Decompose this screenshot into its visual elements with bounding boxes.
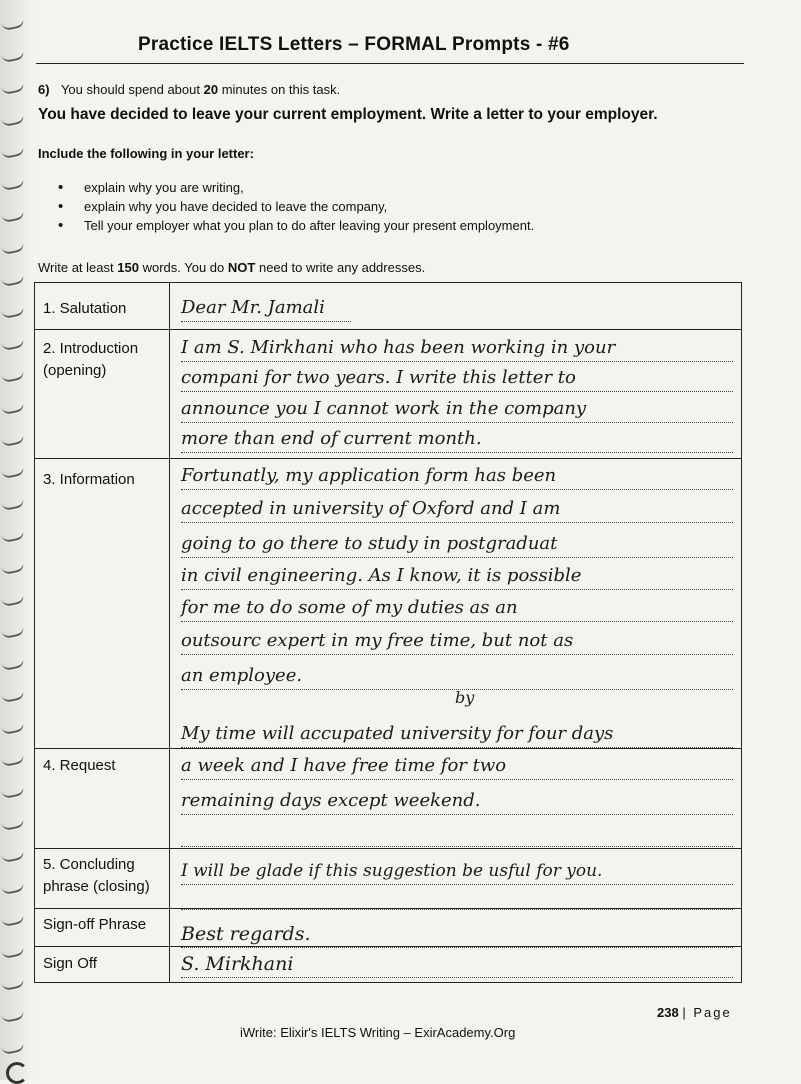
binding-ring [1, 370, 24, 383]
handwritten-info-line: outsourc expert in my free time, but not as [181, 628, 733, 655]
handwritten-intro-line: I am S. Mirkhani who has been working in your [181, 335, 733, 362]
binding-ring [1, 274, 24, 287]
handwritten-request-line: remaining days except weekend. [181, 788, 733, 815]
section-label-closing: 5. Concluding phrase (closing) [43, 856, 150, 895]
section-label-request: 4. Request [43, 757, 116, 774]
section-label-introduction: 2. Introduction (opening) [43, 340, 139, 379]
time-value: 20 [203, 82, 219, 97]
handwritten-info-line: accepted in university of Oxford and I am [181, 496, 733, 523]
binding-ring [1, 402, 24, 415]
page-title: Practice IELTS Letters – FORMAL Prompts - #6 [138, 34, 570, 55]
wordcount-not: NOT [227, 260, 256, 275]
section-label-salutation: 1. Salutation [43, 300, 127, 317]
handwritten-info-line: for me to do some of my duties as an [181, 595, 733, 622]
binding-ring [1, 114, 24, 127]
section-label-signoff-phrase: Sign-off Phrase [43, 916, 147, 933]
handwritten-intro-line: announce you I cannot work in the company [181, 396, 733, 423]
binding-ring [1, 338, 24, 351]
binding-ring [1, 50, 24, 63]
blank-writing-line [181, 820, 733, 847]
handwritten-info-line: an employee. [181, 663, 733, 690]
binding-ring [1, 562, 24, 575]
binding-ring [1, 754, 24, 767]
binding-ring [1, 210, 24, 223]
wordcount-prefix: Write at least [38, 260, 114, 275]
word-count-instruction [38, 260, 425, 275]
binding-ring [1, 1010, 24, 1023]
binding-ring [1, 306, 24, 319]
binding-ring [1, 978, 24, 991]
binding-ring [1, 178, 24, 191]
handwritten-info-line: Fortunatly, my application form has been [181, 463, 733, 490]
binding-ring [1, 626, 24, 639]
binding-ring [1, 786, 24, 799]
binding-ring [1, 1042, 24, 1055]
page-word: | Page [682, 1005, 732, 1020]
binding-ring [1, 434, 24, 447]
section-label-information: 3. Information [43, 471, 135, 488]
title-divider [36, 63, 744, 64]
handwritten-signoff-phrase: Best regards. [181, 921, 733, 948]
handwritten-intro-line: more than end of current month. [181, 426, 733, 453]
binding-ring [1, 690, 24, 703]
handwritten-signoff: S. Mirkhani [181, 951, 733, 978]
task-time-line [38, 82, 340, 97]
handwritten-info-line: in civil engineering. As I know, it is possible [181, 563, 733, 590]
row-divider [35, 329, 741, 330]
wordcount-middle: words. You do [142, 260, 225, 275]
handwritten-insert-word: by [455, 688, 475, 707]
time-prefix: You should spend about [60, 82, 200, 97]
footer-source: iWrite: Elixir's IELTS Writing – ExirAcademy.Org [240, 1025, 516, 1040]
letter-structure-table [34, 282, 742, 983]
task-bullet: • explain why you have decided to leave the company, [58, 199, 534, 218]
handwritten-closing: I will be glade if this suggestion be usful for you. [181, 858, 733, 885]
task-bullet: • explain why you are writing, [58, 180, 534, 199]
spiral-binding [0, 0, 34, 1080]
binding-ring [1, 594, 24, 607]
binding-ring [1, 882, 24, 895]
task-prompt: You have decided to leave your current employment. Write a letter to your employer. [38, 106, 658, 123]
section-label-signoff: Sign Off [43, 955, 97, 972]
include-label: Include the following in your letter: [38, 146, 254, 161]
wordcount-value: 150 [117, 260, 139, 275]
binding-ring [1, 498, 24, 511]
binding-ring [1, 530, 24, 543]
time-suffix: minutes on this task. [221, 82, 341, 97]
row-divider [35, 458, 741, 459]
binding-ring [1, 850, 24, 863]
page-number [657, 1005, 732, 1020]
row-divider [35, 748, 741, 749]
handwritten-info-line: My time will accupated university for four days [181, 721, 733, 748]
row-divider [35, 848, 741, 849]
task-number: 6) [38, 82, 50, 97]
binding-ring [1, 946, 24, 959]
task-bullet: • Tell your employer what you plan to do after leaving your present employment. [58, 218, 534, 237]
handwritten-info-line: going to go there to study in postgraduat [181, 531, 733, 558]
binding-ring [1, 818, 24, 831]
binding-ring [1, 242, 24, 255]
binding-ring [1, 82, 24, 95]
wordcount-suffix: need to write any addresses. [258, 260, 426, 275]
binding-ring [1, 18, 24, 31]
binding-ring [1, 914, 24, 927]
binding-ring [1, 146, 24, 159]
handwritten-salutation: Dear Mr. Jamali [181, 295, 351, 322]
blank-writing-line [181, 883, 733, 910]
task-bullet-list [58, 180, 534, 237]
handwritten-request-line: a week and I have free time for two [181, 753, 733, 780]
binding-ring [1, 722, 24, 735]
handwritten-intro-line: compani for two years. I write this letter to [181, 365, 733, 392]
punch-hole-mark [6, 1062, 28, 1084]
binding-ring [1, 658, 24, 671]
page-number-value: 238 [657, 1005, 679, 1020]
binding-ring [1, 466, 24, 479]
